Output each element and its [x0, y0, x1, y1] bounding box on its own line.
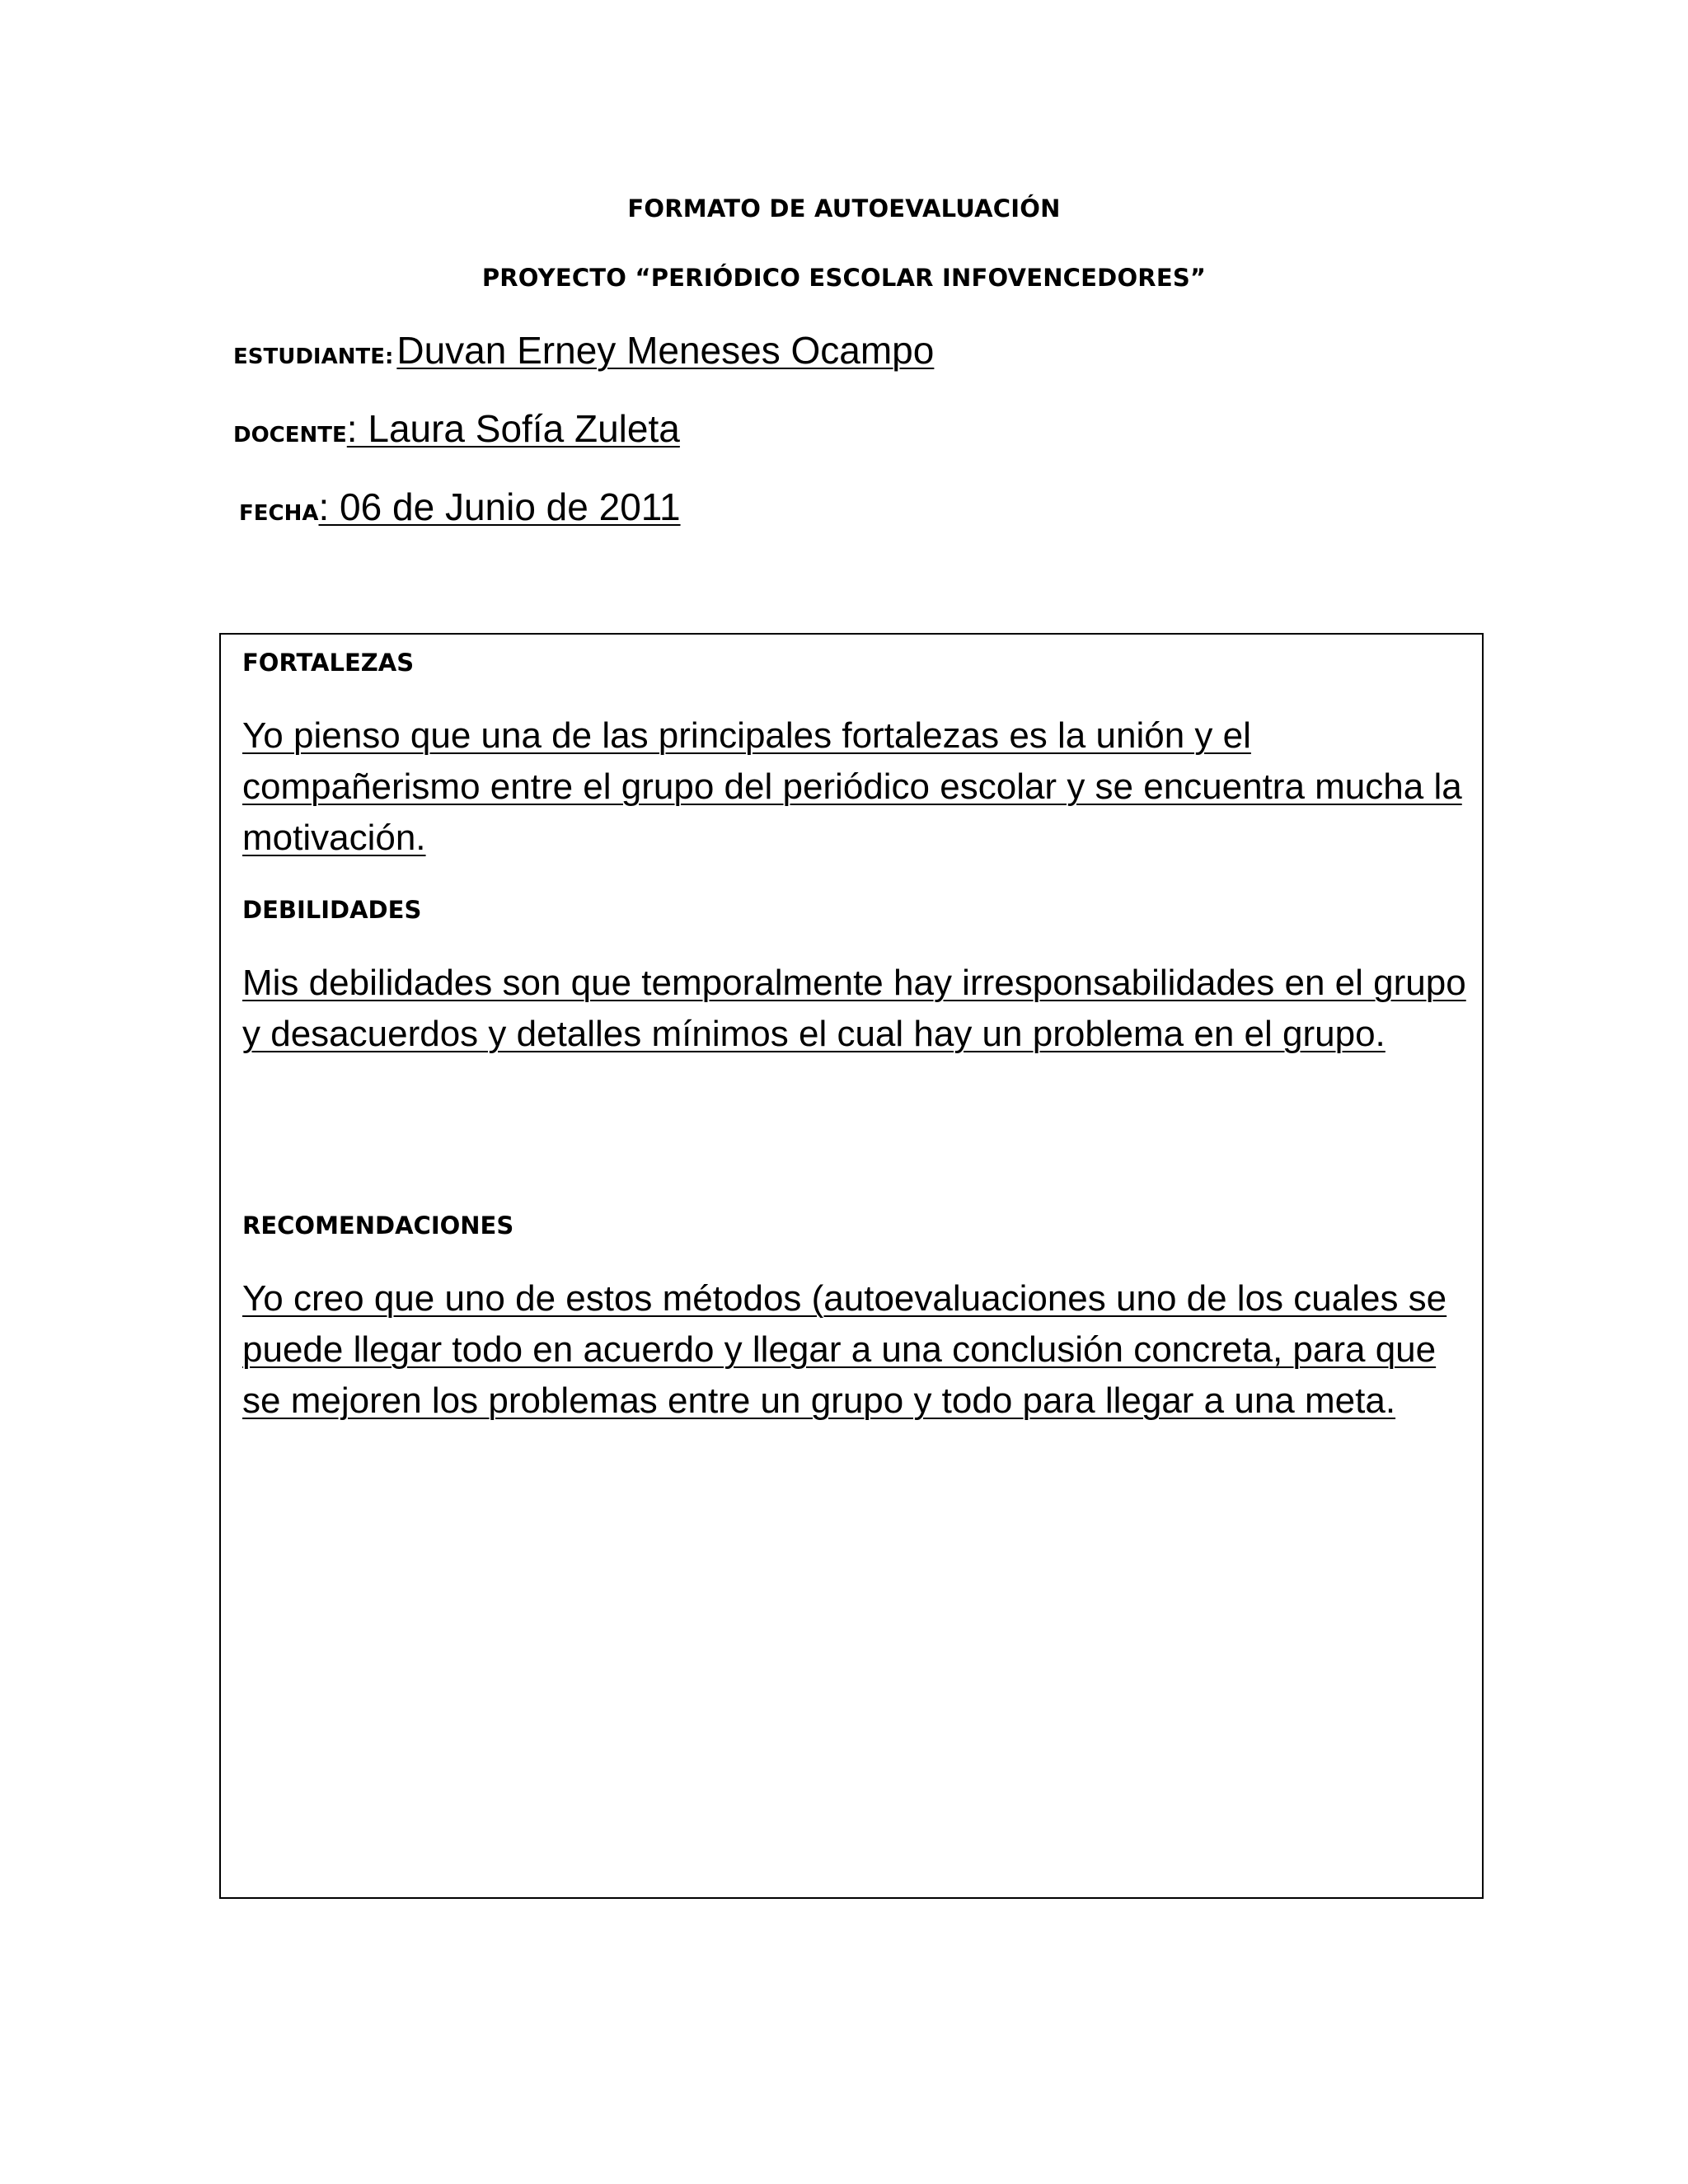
weaknesses-heading: DEBILIDADES — [242, 896, 422, 924]
strengths-text: Yo pienso que una de las principales fortalezas es la unión y el compañerismo entre el grupo del periódico escolar y se encuentra mucha la motivación. — [242, 715, 1462, 858]
teacher-label: DOCENTE — [233, 423, 347, 448]
student-value: Duvan Erney Meneses Ocampo — [396, 329, 935, 372]
recommendations-text: Yo creo que uno de estos métodos (autoevaluaciones uno de los cuales se puede llegar todo en acuerdo y llegar a una conclusión concreta, para que se mejoren los problemas entre un grupo y todo para llegar a una meta. — [242, 1278, 1447, 1421]
weaknesses-text: Mis debilidades son que temporalmente hay irresponsabilidades en el grupo y desacuerdos y detalles mínimos el cual hay un problema en el grupo. — [242, 963, 1466, 1054]
teacher-value: : Laura Sofía Zuleta — [346, 407, 680, 450]
student-field — [233, 328, 934, 373]
project-title: PROYECTO “PERIÓDICO ESCOLAR INFOVENCEDORES” — [481, 264, 1207, 292]
strengths-heading: FORTALEZAS — [242, 649, 415, 677]
date-value: : 06 de Junio de 2011 — [318, 485, 681, 528]
evaluation-box — [219, 633, 1484, 1899]
date-label: FECHA — [239, 501, 319, 526]
recommendations-heading: RECOMENDACIONES — [242, 1212, 514, 1240]
date-field — [239, 485, 681, 529]
document-title: FORMATO DE AUTOEVALUACIÓN — [627, 194, 1061, 223]
student-label: ESTUDIANTE: — [233, 344, 394, 369]
teacher-field — [233, 406, 680, 451]
